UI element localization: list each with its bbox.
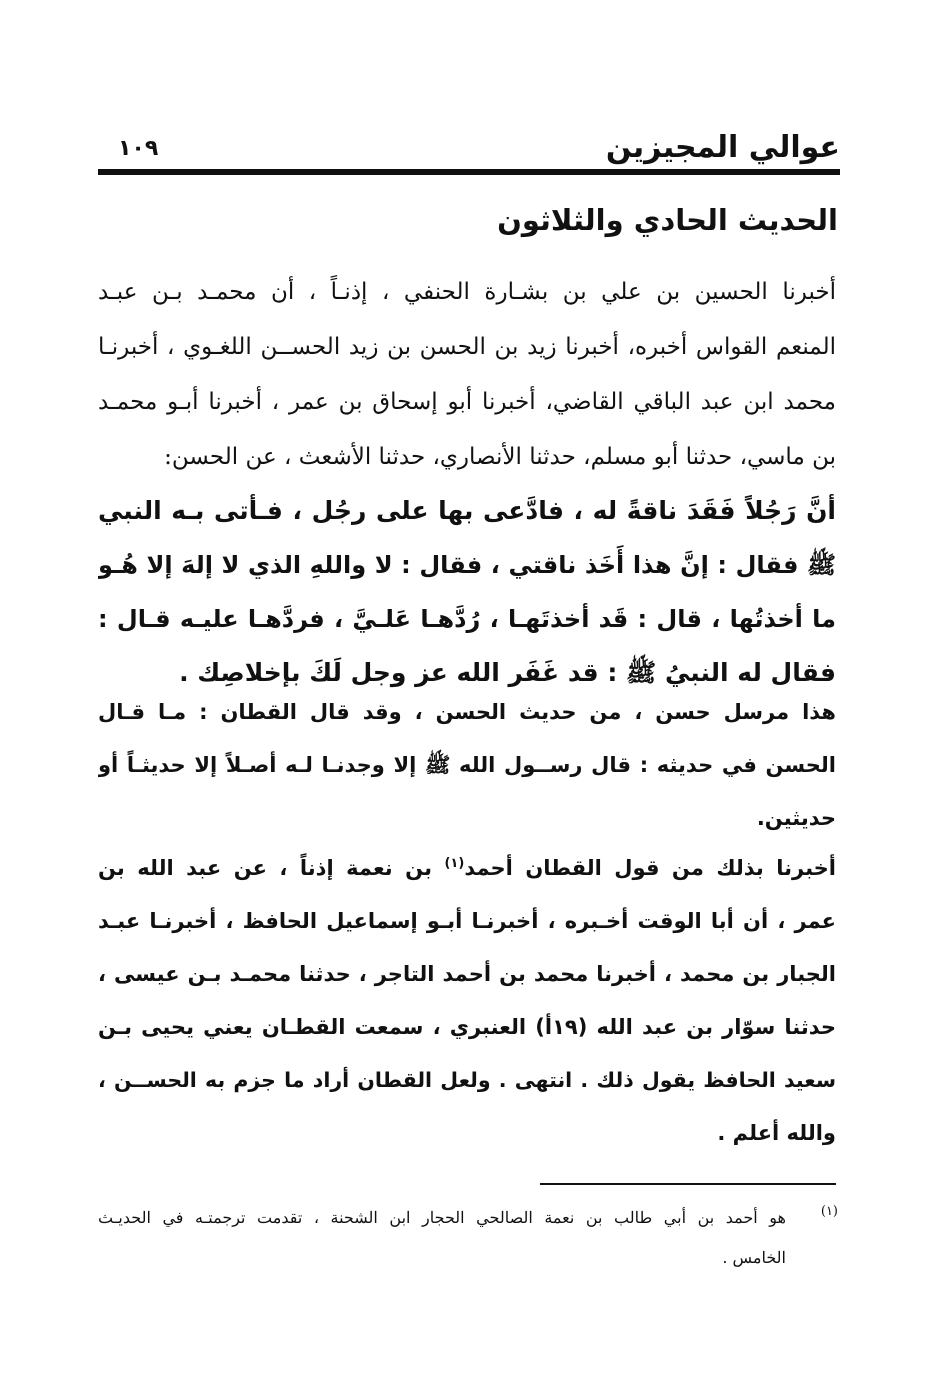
page-number: ١٠٩ (118, 136, 159, 161)
header-rule (98, 169, 840, 175)
running-title: عوالي المجيزين (605, 130, 840, 165)
commentary-paragraph (98, 686, 836, 845)
text-line (98, 842, 836, 895)
text-line: حدثنا سوّار بن عبد الله (١٩أ) العنبري ، سمعت القطـان يعني يحيى بـن (98, 1015, 836, 1039)
text-line: بن ماسي، حدثنا أبو مسلم، حدثنا الأنصاري، حدثنا الأشعث ، عن الحسن: (164, 444, 836, 470)
text-fragment: بن نعمة إذناً ، عن عبد الله بن (98, 856, 445, 880)
text-line: حديثين. (756, 806, 836, 830)
text-line: سعيد الحافظ يقول ذلك . انتهى . ولعل القطان أراد ما جزم به الحســن ، (98, 1068, 836, 1092)
text-line: محمد ابن عبد الباقي القاضي، أخبرنا أبو إسحاق بن عمر ، أخبرنا أبـو محمـد (98, 389, 836, 415)
hadith-text-paragraph (98, 484, 836, 700)
text-line: هذا مرسل حسن ، من حديث الحسن ، وقد قال القطان : مـا قـال (98, 700, 836, 724)
text-line: ﷺ فقال : إنَّ هذا أَخَذ ناقتي ، فقال : لا واللهِ الذي لا إلهَ إلا هُـو (98, 551, 836, 579)
footnote (98, 1198, 838, 1278)
footnote-separator (540, 1183, 836, 1185)
text-fragment: أخبرنا بذلك من قول القطان أحمد (464, 856, 836, 880)
text-line: فقال له النبيُ ﷺ : قد غَفَر الله عز وجل لَكَ بإخلاصِك . (179, 658, 836, 687)
text-line: عمر ، أن أبا الوقت أخـبره ، أخبرنـا أبـو إسماعيل الحافظ ، أخبرنـا عبـد (98, 909, 836, 933)
text-line: ما أخذتُها ، قال : قَد أخذتَهـا ، رُدَّهـا عَلـيَّ ، فردَّهـا عليـه قـال : (98, 605, 836, 633)
footnote-line: الخامس . (722, 1248, 786, 1267)
text-line: الجبار بن محمد ، أخبرنا محمد بن أحمد التاجر ، حدثنا محمـد بـن عيسى ، (98, 962, 836, 986)
text-line: أنَّ رَجُلاً فَقَدَ ناقةً له ، فادَّعى بها على رجُل ، فـأتى بـه النبي (98, 496, 836, 525)
footnote-marker: (١) (820, 1204, 838, 1219)
chain-paragraph (98, 842, 836, 1160)
footnote-reference[interactable]: (١) (444, 856, 465, 871)
isnad-paragraph (98, 265, 836, 485)
text-line: أخبرنا الحسين بن علي بن بشـارة الحنفي ، إذنـاً ، أن محمـد بـن عبـد (98, 279, 836, 305)
text-line: الحسن في حديثه : قال رســول الله ﷺ إلا وجدنـا لـه أصـلاً إلا حديثـاً أو (98, 753, 836, 777)
footnote-body (98, 1198, 786, 1278)
text-line: والله أعلم . (717, 1121, 836, 1145)
footnote-line: هو أحمد بن أبي طالب بن نعمة الصالحي الحجار ابن الشحنة ، تقدمت ترجمتـه في الحديـث (98, 1208, 786, 1227)
text-line: المنعم القواس أخبره، أخبرنا زيد بن الحسن بن زيد الحســن اللغـوي ، أخبرنـا (98, 334, 836, 360)
section-title: الحديث الحادي والثلاثون (497, 203, 838, 237)
page-header (98, 128, 840, 174)
